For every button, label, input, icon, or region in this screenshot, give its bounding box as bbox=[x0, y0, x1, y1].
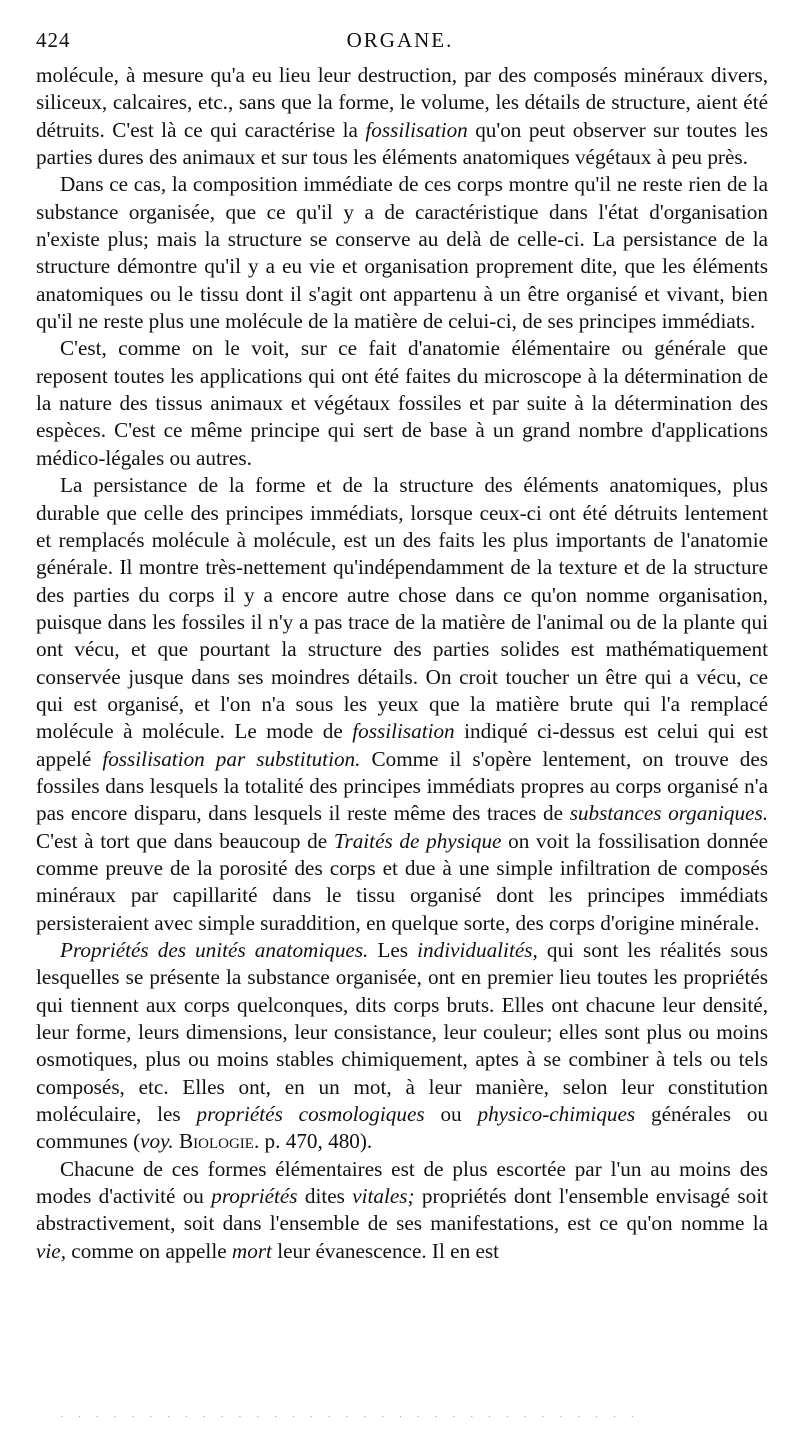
italic-text: Traités de physique bbox=[333, 828, 502, 853]
paragraph bbox=[36, 937, 768, 1156]
italic-text: fossilisation bbox=[365, 117, 468, 142]
body-text bbox=[36, 62, 768, 1265]
paragraph bbox=[36, 171, 768, 335]
text-run: comme on appelle bbox=[66, 1238, 232, 1263]
text-run: Comme il s'opère lentement, on trouve des fossiles dans lesquels la totalité des principes immédiats propres au corps organisé n'a pas encore disparu, dans lesquels il reste même des traces de bbox=[36, 746, 768, 826]
text-run: molécule, à mesure qu'a eu lieu leur destruction, par des composés minéraux divers, siliceux, calcaires, etc., sans que la forme, le volume, les détails de structure, aient été détruits. C'est là ce qui caractérise la bbox=[36, 63, 768, 142]
italic-text: physico-chimiques bbox=[477, 1102, 636, 1127]
text-run: leur évanescence. Il en est bbox=[271, 1238, 500, 1263]
italic-text: individualités, bbox=[417, 938, 538, 962]
text-run: qui sont les réalités sous lesquelles se présente la substance organisée, ont en premier lieu toutes les propriétés qui tiennent aux corps quelconques, dits corps bruts. Elles ont chacune leur densité, leur forme, leurs dimensions, leur consistance, leur couleur; elles sont plus ou moins osmotiques, plus ou moins stables chimiquement, aptes à se combiner à tels ou tels composés, etc. Elles ont, en un mot, à leur manière, selon leur constitution moléculaire, les bbox=[36, 938, 768, 1127]
running-head: ORGANE. bbox=[346, 28, 454, 52]
italic-text: vitales; bbox=[352, 1184, 415, 1209]
italic-text: Propriétés des unités anatomiques. bbox=[60, 938, 369, 962]
text-run: ou bbox=[424, 1102, 478, 1127]
text-run: C'est à tort que dans beaucoup de bbox=[36, 828, 334, 853]
text-run: générales ou communes ( bbox=[36, 1102, 769, 1154]
paragraph bbox=[36, 335, 768, 472]
text-run: C'est, comme on le voit, sur ce fait d'anatomie élémentaire ou générale que reposent toutes les applications qui ont été faites du microscope à la détermination de la nature des tissus animaux et végétaux fossiles et par suite à la détermination des espèces. C'est ce même principe qui sert de base à un grand nombre d'applications médico-légales ou autres. bbox=[36, 336, 768, 470]
paragraph bbox=[36, 62, 768, 171]
text-run: dites bbox=[297, 1184, 353, 1209]
italic-text: substances organiques. bbox=[569, 801, 768, 826]
page-header bbox=[36, 28, 764, 58]
paragraph bbox=[36, 472, 768, 937]
page-number: 424 bbox=[36, 28, 71, 52]
text-run: Les bbox=[368, 938, 418, 962]
text-run: on voit la fossilisation donnée comme preuve de la porosité des corps et due à une simple infiltration de composés minéraux par capillarité dans le tissu organisé dont les principes immédiats persisteraient avec simple suraddition, en quelque sorte, des corps d'origine minérale. bbox=[36, 828, 768, 935]
italic-text: fossilisation bbox=[352, 719, 455, 744]
italic-text: propriétés cosmologiques bbox=[196, 1102, 425, 1127]
italic-text: fossilisation par substitution. bbox=[102, 746, 361, 771]
text-run: qu'on peut observer sur toutes les parties dures des animaux et sur tous les éléments anatomiques végétaux à peu près. bbox=[36, 117, 768, 170]
text-run: Chacune de ces formes élémentaires est de plus escortée par l'un au moins des modes d'activité ou bbox=[36, 1156, 768, 1209]
italic-text: mort bbox=[231, 1238, 272, 1263]
italic-text: voy. bbox=[140, 1129, 174, 1154]
small-caps-text: Biologie bbox=[178, 1129, 254, 1154]
bottom-scan-marks: · · · · · · · · · · · · · · · · · · · · · · · · · · · · · · · · · bbox=[60, 1412, 640, 1420]
italic-text: vie, bbox=[36, 1238, 66, 1263]
italic-text: propriétés bbox=[211, 1184, 298, 1209]
text-run: . p. 470, 480). bbox=[253, 1129, 373, 1154]
text-run: indiqué ci-dessus est celui qui est appelé bbox=[36, 719, 768, 771]
text-run: propriétés dont l'ensemble envisagé soit abstractivement, soit dans l'ensemble de ses manifestations, est ce qu'on nomme la bbox=[36, 1184, 768, 1236]
paragraph bbox=[36, 1156, 768, 1265]
text-run: Dans ce cas, la composition immédiate de ces corps montre qu'il ne reste rien de la substance organisée, que ce qu'il y a de caractéristique dans l'état d'organisation n'existe plus; mais la structure se conserve au delà de celle-ci. La persistance de la structure démontre qu'il y a eu vie et organisation proprement dite, que les éléments anatomiques ou le tissu dont il s'agit ont appartenu à un être organisé et vivant, bien qu'il ne reste plus une molécule de la matière de celui-ci, de ses principes immédiats. bbox=[36, 172, 768, 334]
text-run: La persistance de la forme et de la structure des éléments anatomiques, plus durable que celle des principes immédiats, lorsque ceux-ci ont été détruits lentement et remplacés molécule à molécule, est un des faits les plus importants de l'anatomie générale. Il montre très-nettement qu'indépendamment de la texture et de la structure des parties du corps il y a encore autre chose dans ce qu'on nomme organisation, puisque dans les fossiles il n'y a pas trace de la matière de l'animal ou de la plante qui ont vécu, et que pourtant la structure des parties solides est mathématiquement conservée jusque dans ses moindres détails. On croit toucher un être qui a vécu, ce qui est organisé, et l'on n'a sous les yeux que la matière brute qui l'a remplacé molécule à molécule. Le mode de bbox=[36, 473, 768, 744]
